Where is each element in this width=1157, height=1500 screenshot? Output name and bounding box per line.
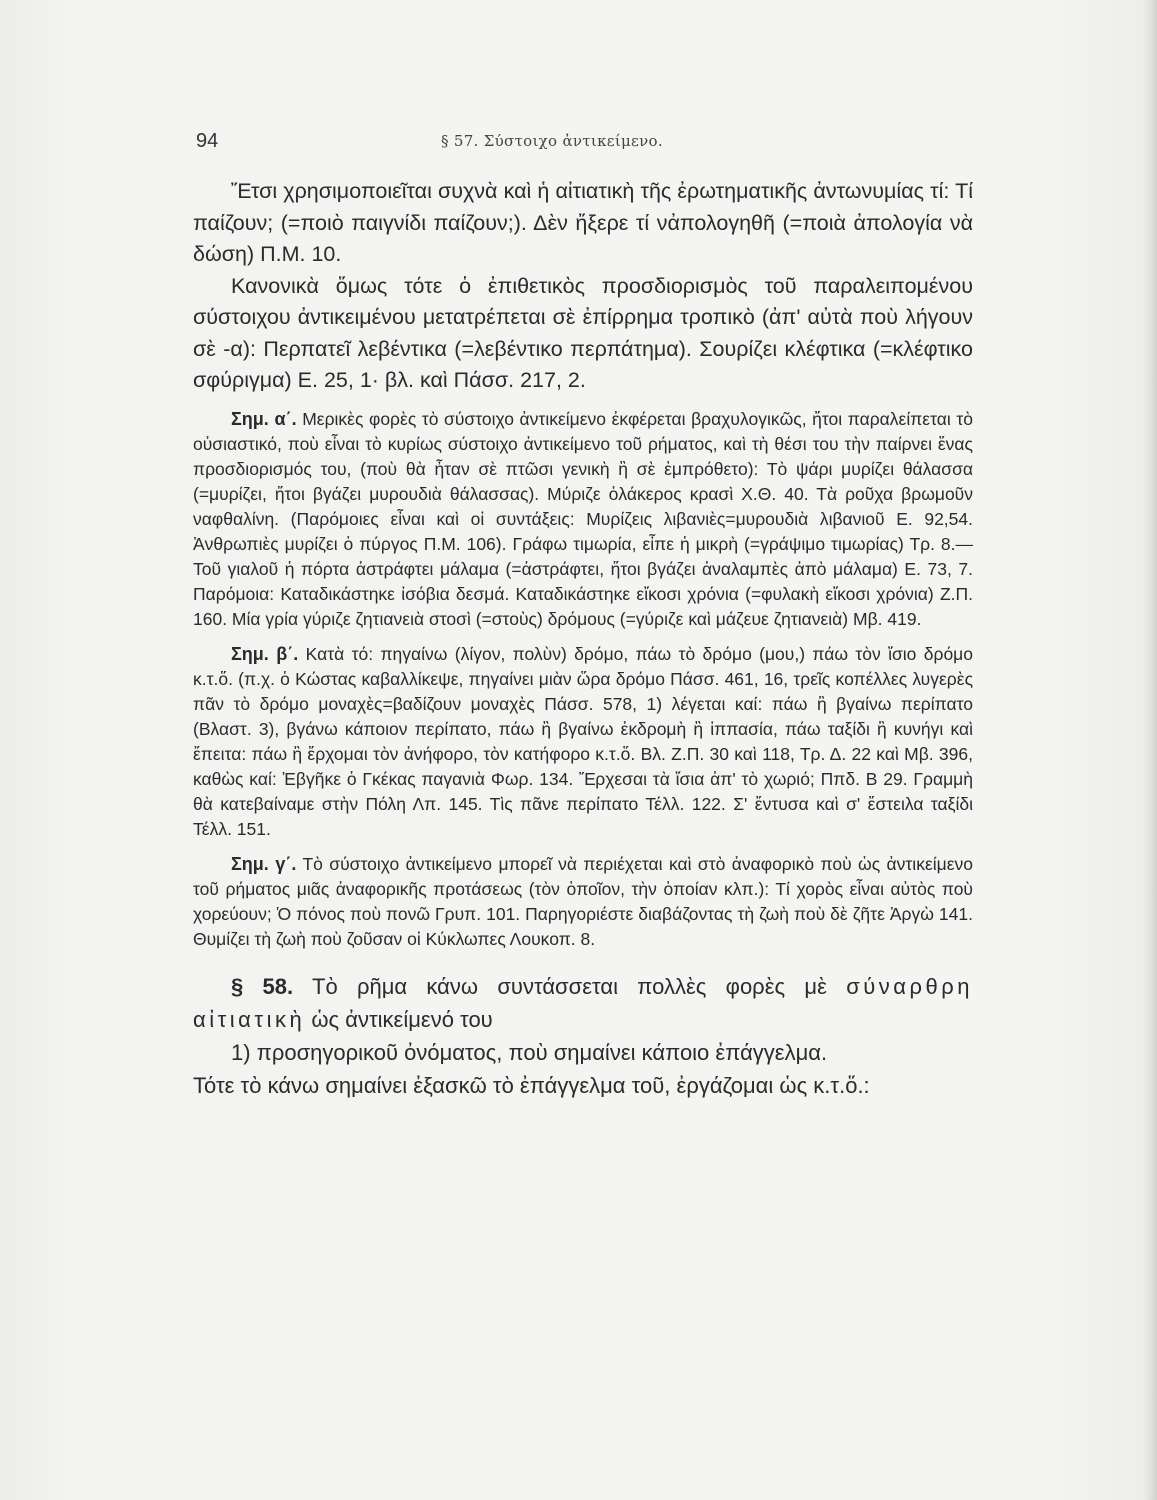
section-spaced-phrase: σύναρθρη αἰτιατικὴ bbox=[193, 973, 974, 1032]
note-b-label: Σημ. β΄. bbox=[231, 643, 299, 664]
page-header bbox=[196, 130, 976, 154]
section-item-1: 1) προσηγορικοῦ ὀνόματος, ποὺ σημαίνει κάποιο ἐπάγγελμα. bbox=[231, 1039, 828, 1065]
page-number: 94 bbox=[196, 130, 219, 152]
paragraph-1: Ἔτσι χρησιμοποιεῖται συχνὰ καὶ ἡ αἰτιατικὴ τῆς ἐρωτηματικῆς ἀντωνυμίας τί: Τί παίζουν; (=ποιὸ παιγνίδι παίζουν;). Δὲν ἤξερε τί νἀπολογηθῆ (=ποιὰ ἀπολογία νὰ δώση) Π.Μ. 10. bbox=[193, 179, 973, 266]
section-number: § 58. bbox=[231, 973, 294, 999]
section-text-start: Τὸ ρῆμα κάνω συντάσσεται πολλὲς φορὲς μὲ bbox=[312, 973, 827, 999]
note-b-text: Κατὰ τό: πηγαίνω (λίγον, πολὺν) δρόμο, πάω τὸ δρόμο (μου,) πάω τὸν ἴσιο δρόμο κ.τ.ὅ. (π.χ. ὁ Κώστας καβαλλίκεψε, πηγαίνει μιὰν ὥρα δρόμο Πάσσ. 461, 16, τρεῖς κοπέλλες λυγερὲς πᾶν τὸ δρόμο μοναχὲς=βαδίζουν μοναχὲς Πάσσ. 578, 1) λέγεται καί: πάω ἢ βγαίνω περίπατο (Βλαστ. 3), βγάνω κάποιον περίπατο, πάω ἢ βγαίνω ἐκδρομὴ ἢ ἱππασία, πάω ταξίδι ἢ κυνήγι καὶ ἔπειτα: πάω ἢ ἔρχομαι τὸν ἀνήφορο, τὸν κατήφορο κ.τ.ὅ. Βλ. Ζ.Π. 30 καὶ 118, Τρ. Δ. 22 καὶ Μβ. 396, καθὼς καί: Ἐβγῆκε ὁ Γκέκας παγανιὰ Φωρ. 134. Ἔρχεσαι τὰ ἴσια ἀπ' τὸ χωριό; Ππδ. Β 29. Γραμμὴ θὰ κατεβαίναμε στὴν Πόλη Λπ. 145. Τὶς πᾶνε περίπατο Τέλλ. 122. Σ' ἔντυσα καὶ σ' ἔστειλα ταξίδι Τέλλ. 151. bbox=[193, 643, 973, 839]
note-c bbox=[193, 852, 973, 952]
page-edge-shadow bbox=[1143, 0, 1157, 1500]
note-b bbox=[193, 642, 973, 842]
section-58 bbox=[193, 970, 973, 1036]
paragraph-2: Κανονικὰ ὅμως τότε ὁ ἐπιθετικὸς προσδιορισμὸς τοῦ παραλειπομένου σύστοιχου ἀντικειμένου μετατρέπεται σὲ ἐπίρρημα τροπικὸ (ἀπ' αὐτὰ ποὺ λήγουν σὲ -α): Περπατεῖ λεβέντικα (=λεβέντικο περπάτημα). Σουρίζει κλέφτικα (=κλέφτικο σφύριγμα) Ε. 25, 1· βλ. καὶ Πάσσ. 217, 2. bbox=[193, 273, 973, 392]
body-text bbox=[193, 176, 973, 1102]
note-a-label: Σημ. α΄. bbox=[231, 408, 297, 429]
section-text-end: ὡς ἀντικείμενό του bbox=[311, 1006, 493, 1032]
note-a bbox=[193, 407, 973, 632]
section-item-1-cont: Τότε τὸ κάνω σημαίνει ἐξασκῶ τὸ ἐπάγγελμα τοῦ, ἐργάζομαι ὡς κ.τ.ὅ.: bbox=[193, 1072, 870, 1098]
running-head: § 57. Σύστοιχο ἀντικείμενο. bbox=[441, 132, 663, 150]
note-c-label: Σημ. γ΄. bbox=[231, 853, 297, 874]
note-c-text: Τὸ σύστοιχο ἀντικείμενο μπορεῖ νὰ περιέχεται καὶ στὸ ἀναφορικὸ ποὺ ὡς ἀντικείμενο τοῦ ρήματος μιᾶς ἀναφορικῆς προτάσεως (τὸν ὁποῖον, τὴν ὁποίαν κλπ.): Τί χορὸς εἶναι αὐτὸς ποὺ χορεύουν; Ὁ πόνος ποὺ πονῶ Γρυπ. 101. Παρηγοριέστε διαβάζοντας τὴ ζωὴ ποὺ δὲ ζῆτε Ἀργὼ 141. Θυμίζει τὴ ζωὴ ποὺ ζοῦσαν οἱ Κύκλωπες Λουκοπ. 8. bbox=[193, 853, 974, 949]
note-a-text: Μερικὲς φορὲς τὸ σύστοιχο ἀντικείμενο ἐκφέρεται βραχυλογικῶς, ἤτοι παραλείπεται τὸ οὐσιαστικό, ποὺ εἶναι τὸ κυρίως σύστοιχο ἀντικείμενο τοῦ ρήματος, καὶ τὴ θέσι του τὴν παίρνει ἕνας προσδιορισμός του, (ποὺ θὰ ἦταν σὲ πτῶσι γενικὴ ἢ σὲ ἐμπρόθετο): Τὸ ψάρι μυρίζει θάλασσα (=μυρίζει, ἤτοι βγάζει μυρουδιὰ θάλασσας). Μύριζε ὀλάκερος κρασὶ Χ.Θ. 40. Τὰ ροῦχα βρωμοῦν ναφθαλίνη. (Παρόμοιες εἶναι καὶ οἱ συντάξεις: Μυρίζεις λιβανιὲς=μυρουδιὰ λιβανιοῦ Ε. 92,54. Ἀνθρωπιὲς μυρίζει ὁ πύργος Π.Μ. 106). Γράφω τιμωρία, εἶπε ἡ μικρὴ (=γράψιμο τιμωρίας) Τρ. 8.— Τοῦ γιαλοῦ ἡ πόρτα ἀστράφτει μάλαμα (=ἀστράφτει, ἤτοι βγάζει ἀναλαμπὲς ἀπὸ μάλαμα) Ε. 73, 7. Παρόμοια: Καταδικάστηκε ἰσόβια δεσμά. Καταδικάστηκε εἴκοσι χρόνια (=φυλακὴ εἴκοσι χρόνια) Ζ.Π. 160. Μία γρία γύριζε ζητιανειὰ στοσὶ (=στοὺς) δρόμους (=γύριζε καὶ μάζευε ζητιανειὰ) Μβ. 419. bbox=[193, 408, 973, 629]
